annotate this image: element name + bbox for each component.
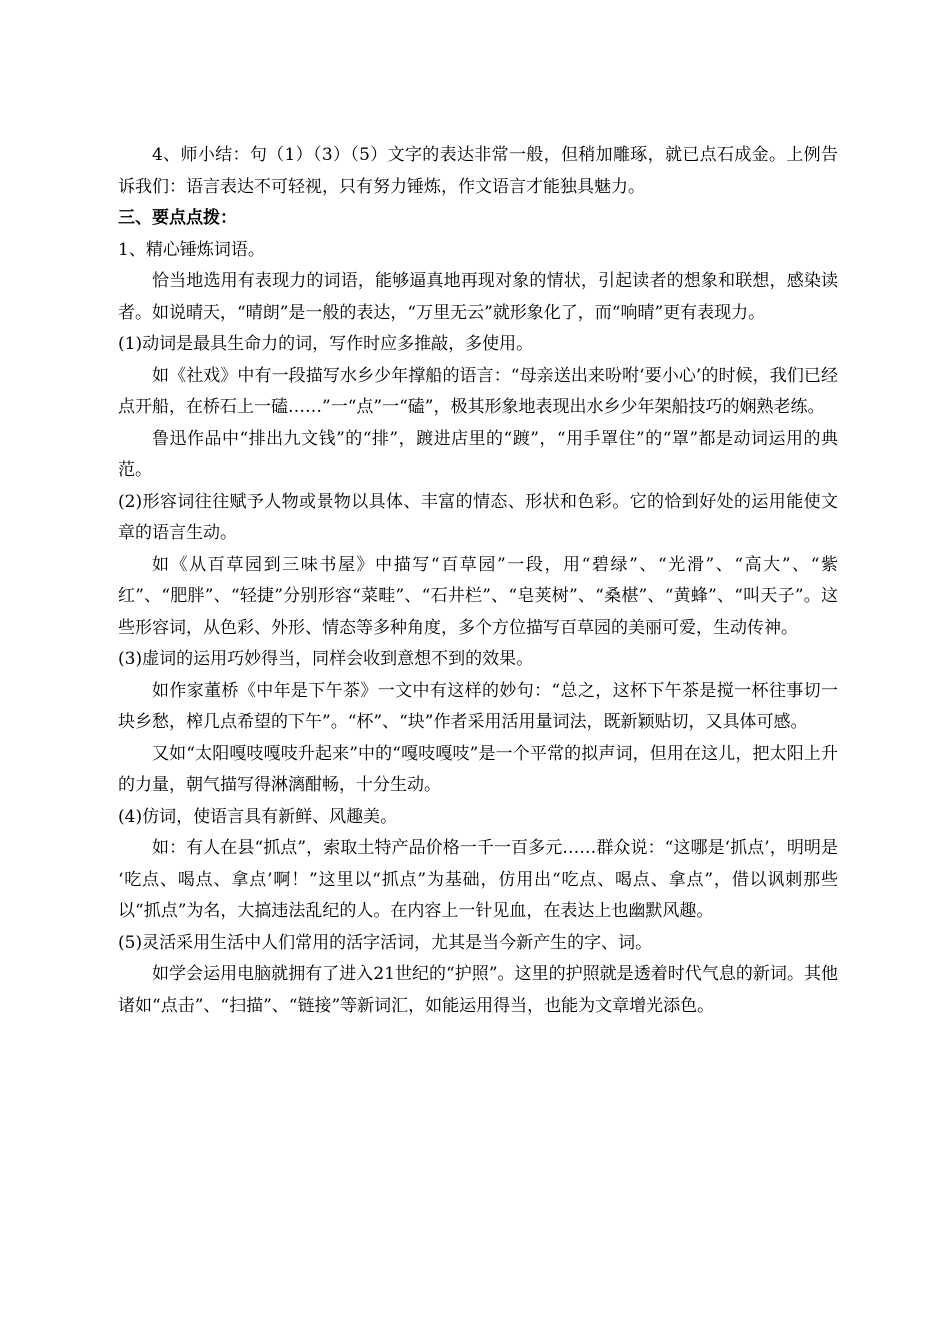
example-baicaoyuan: 如《从百草园到三味书屋》中描写“百草园”一段，用“碧绿”、“光滑”、“高大”、“紫红”、“肥胖”、“轻捷”分别形容“菜畦”、“石井栏”、“皂荚树”、“桑椹”、“黄蜂”、“叫天子”。这些形容词，从色彩、外形、情态等多种角度，多个方位描写百草园的美丽可爱，生动传神。 — [118, 554, 838, 638]
example-zhuadian: 如：有人在县“抓点”，索取土特产品价格一千一百多元……群众说：“这哪是‘抓点’，明明是 ‘吃点、喝点、拿点’啊！”这里以“抓点”为基础，仿用出“吃点、喝点、拿点”，借以讽刺那些以“抓点”为名，大搞违法乱纪的人。在内容上一针见血，在表达上也幽默风趣。 — [118, 838, 838, 921]
point-imitation-words: (4)仿词，使语言具有新鲜、风趣美。 — [118, 806, 398, 827]
example-shexi: 如《社戏》中有一段描写水乡少年撑船的语言：“母亲送出来吩咐‘要小心’的时候，我们已经点开船，在桥石上一磕……”一“点”一“磕”，极其形象地表现出水乡少年架船技巧的娴熟老练。 — [118, 365, 838, 417]
subsection-title: 1、精心锤炼词语。 — [118, 239, 265, 260]
point-function-words: (3)虚词的运用巧妙得当，同样会收到意想不到的效果。 — [118, 649, 534, 669]
summary-paragraph: 4、师小结：句（1）（3）（5）文字的表达非常一般，但稍加雕琢，就已点石成金。上例告诉我们：语言表达不可轻视，只有努力锤炼，作文语言才能独具魅力。 — [118, 145, 838, 197]
example-dongqiao: 如作家董桥《中年是下午茶》一文中有这样的妙句：“总之，这杯下午茶是搅一杯往事切一块乡愁，榨几点希望的下午”。“杯”、“块”作者采用活用量词法，既新颖贴切，又具体可感。 — [118, 680, 838, 732]
document-body — [118, 140, 838, 1022]
example-passport: 如学会运用电脑就拥有了进入21世纪的“护照”。这里的护照就是透着时代气息的新词。其他诸如“点击”、“扫描”、“链接”等新词汇，如能运用得当，也能为文章增光添色。 — [118, 964, 838, 1016]
point-new-words: (5)灵活采用生活中人们常用的活字活词，尤其是当今新产生的字、词。 — [118, 932, 653, 953]
example-onomatopoeia: 又如“太阳嘎吱嘎吱升起来”中的“嘎吱嘎吱”是一个平常的拟声词，但用在这儿，把太阳上升的力量，朝气描写得淋漓酣畅，十分生动。 — [118, 743, 838, 795]
point-verbs: (1)动词是最具生命力的词，写作时应多推敲，多使用。 — [118, 334, 534, 354]
point-adjectives: (2)形容词往往赋予人物或景物以具体、丰富的情态、形状和色彩。它的恰到好处的运用能使文章的语言生动。 — [118, 491, 838, 543]
example-luxun: 鲁迅作品中“排出九文钱”的“排”，踱进店里的“踱”，“用手罩住”的“罩”都是动词运用的典范。 — [118, 428, 838, 480]
intro-paragraph: 恰当地选用有表现力的词语，能够逼真地再现对象的情状，引起读者的想象和联想，感染读者。如说晴天，“晴朗”是一般的表达，“万里无云”就形象化了，而“响晴”更有表现力。 — [118, 271, 838, 323]
section-heading: 三、要点点拨： — [118, 208, 237, 228]
